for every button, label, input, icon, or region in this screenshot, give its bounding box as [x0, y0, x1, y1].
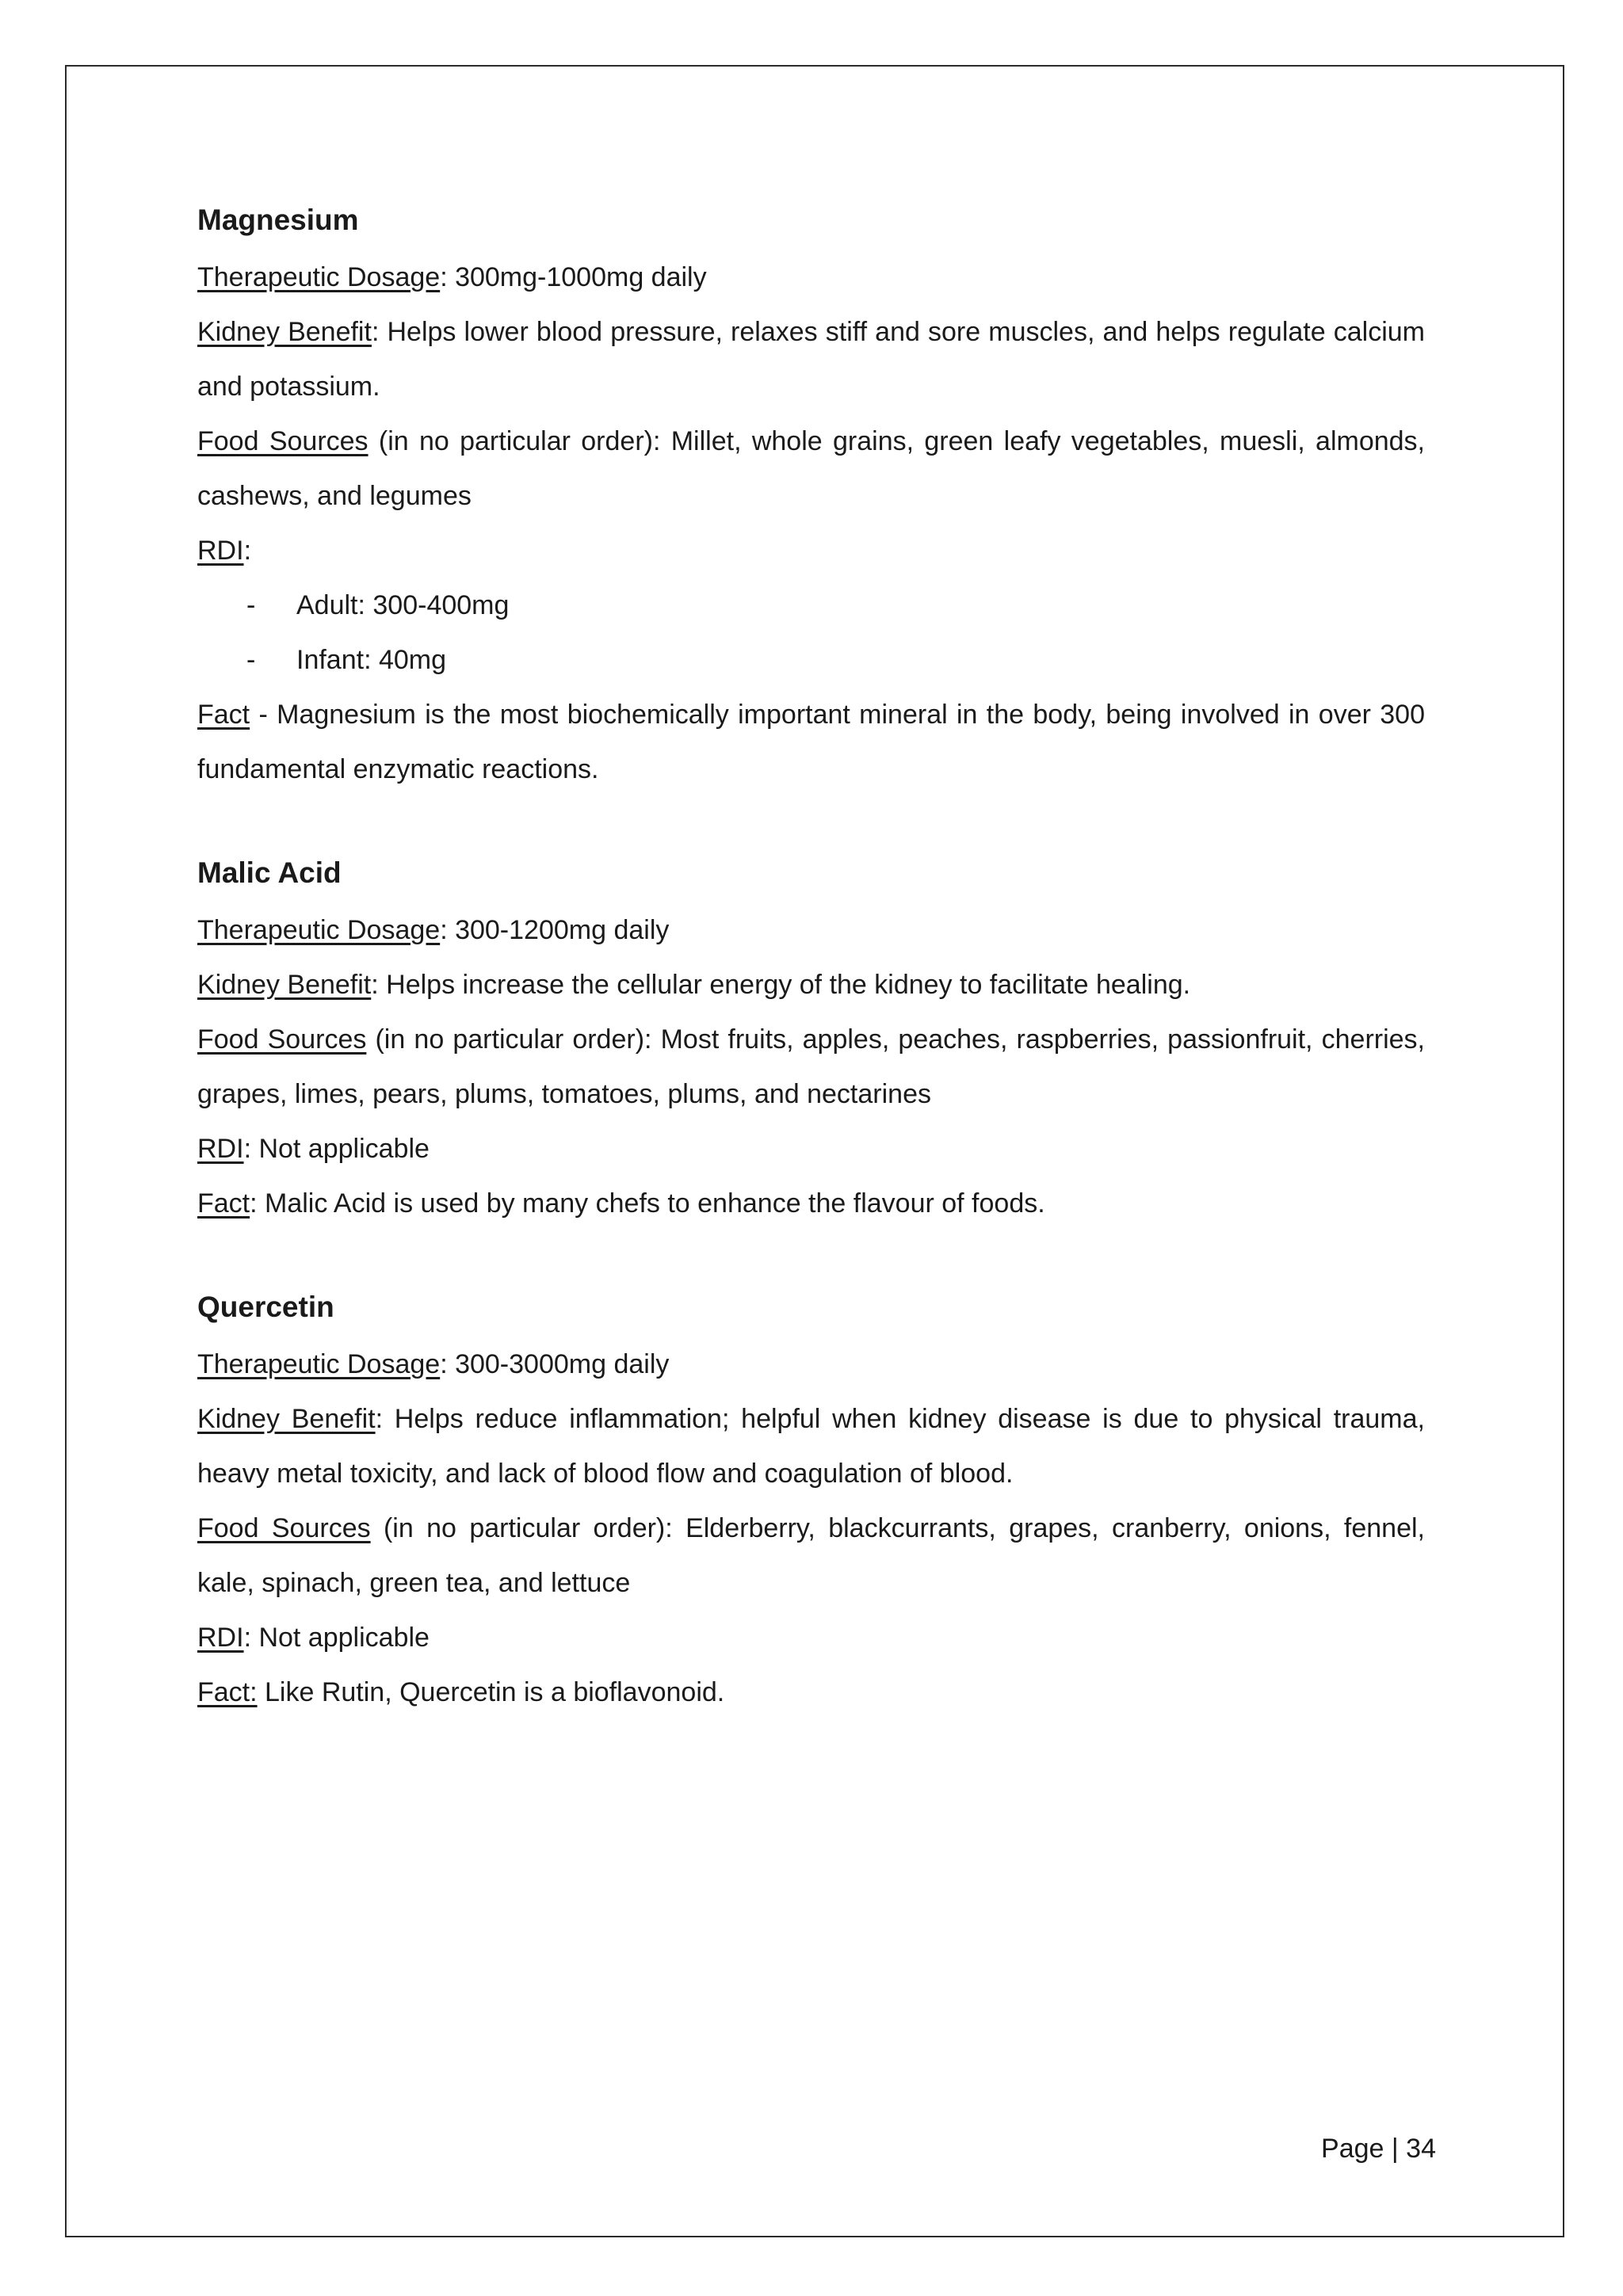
food-label: Food Sources — [197, 1024, 367, 1055]
fact-line — [197, 1665, 1425, 1720]
food-line — [197, 1013, 1425, 1122]
benefit-value: : Helps lower blood pressure, relaxes stiff and sore muscles, and helps regulate calcium and potassium. — [197, 317, 1425, 402]
rdi-label: RDI — [197, 1134, 244, 1164]
list-dash: - — [246, 590, 256, 620]
rdi-label: RDI — [197, 1623, 244, 1653]
dosage-line — [197, 250, 1425, 305]
benefit-line — [197, 305, 1425, 414]
list-item — [197, 633, 1425, 688]
section-heading: Magnesium — [197, 204, 359, 236]
section-quercetin — [197, 1287, 1425, 1720]
benefit-line — [197, 958, 1425, 1013]
rdi-value: : Not applicable — [243, 1134, 430, 1164]
dosage-value: : 300-1200mg daily — [440, 915, 670, 945]
dosage-label: Therapeutic Dosage — [197, 262, 441, 292]
section-heading: Malic Acid — [197, 856, 342, 889]
food-line — [197, 414, 1425, 524]
page-content — [197, 200, 1425, 1720]
dosage-value: : 300mg-1000mg daily — [440, 262, 707, 292]
fact-line — [197, 1177, 1425, 1231]
food-value: (in no particular order): Elderberry, blackcurrants, grapes, cranberry, onions, fennel, kale, spinach, green tea, and lettuce — [197, 1513, 1426, 1598]
benefit-label: Kidney Benefit — [197, 970, 372, 1000]
fact-label: Fact: — [197, 1677, 258, 1707]
fact-value: - Magnesium is the most biochemically important mineral in the body, being involved in over 300 fundamental enzymatic reactions. — [197, 700, 1425, 784]
rdi-line — [197, 1611, 1425, 1665]
rdi-value: : Not applicable — [243, 1623, 430, 1653]
food-value: (in no particular order): Millet, whole grains, green leafy vegetables, muesli, almonds, cashews, and legumes — [197, 426, 1425, 511]
dosage-label: Therapeutic Dosage — [197, 915, 441, 945]
benefit-value: : Helps increase the cellular energy of the kidney to facilitate healing. — [371, 970, 1191, 1000]
dosage-value: : 300-3000mg daily — [440, 1349, 670, 1379]
benefit-label: Kidney Benefit — [197, 1404, 376, 1434]
list-item-text: Adult: 300-400mg — [296, 590, 510, 620]
rdi-list — [197, 578, 1425, 688]
rdi-line — [197, 1122, 1425, 1177]
food-label: Food Sources — [197, 1513, 371, 1543]
dosage-line — [197, 903, 1425, 958]
food-label: Food Sources — [197, 426, 369, 456]
fact-value: : Malic Acid is used by many chefs to enhance the flavour of foods. — [250, 1188, 1045, 1219]
list-item-text: Infant: 40mg — [296, 645, 447, 675]
benefit-value: : Helps reduce inflammation; helpful when kidney disease is due to physical trauma, heavy metal toxicity, and lack of blood flow and coagulation of blood. — [197, 1404, 1425, 1489]
dosage-line — [197, 1337, 1425, 1392]
fact-line — [197, 688, 1425, 797]
section-heading: Quercetin — [197, 1291, 334, 1323]
rdi-value: : — [243, 536, 252, 566]
food-value: (in no particular order): Most fruits, apples, peaches, raspberries, passionfruit, cherries, grapes, limes, pears, plums, tomatoes, plums, and nectarines — [197, 1024, 1425, 1109]
benefit-label: Kidney Benefit — [197, 317, 372, 347]
fact-label: Fact — [197, 700, 250, 730]
fact-label: Fact — [197, 1188, 250, 1219]
food-line — [197, 1501, 1425, 1611]
page-number: Page | 34 — [1321, 2134, 1436, 2164]
benefit-line — [197, 1392, 1425, 1501]
fact-value: Like Rutin, Quercetin is a bioflavonoid. — [257, 1677, 725, 1707]
section-malic-acid — [197, 852, 1425, 1231]
section-magnesium — [197, 200, 1425, 797]
list-item — [197, 578, 1425, 633]
list-dash: - — [246, 645, 256, 675]
rdi-label: RDI — [197, 536, 244, 566]
rdi-line — [197, 524, 1425, 578]
dosage-label: Therapeutic Dosage — [197, 1349, 441, 1379]
